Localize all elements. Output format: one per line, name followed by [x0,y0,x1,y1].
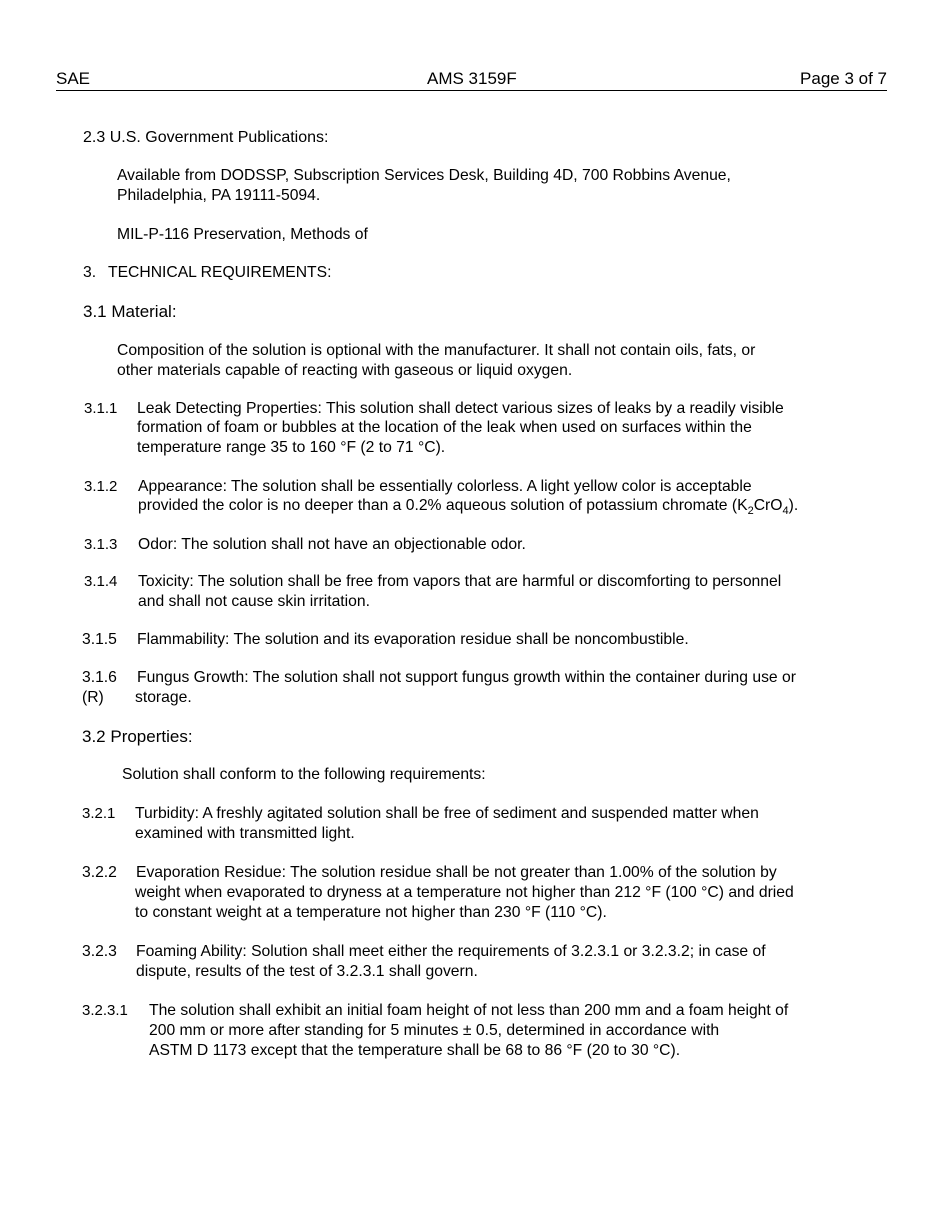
section-2-3-heading: 2.3 U.S. Government Publications: [83,129,329,146]
section-3-2-2-line-1: Evaporation Residue: The solution residue shall be not greater than 1.00% of the solution by [136,864,777,881]
section-3-2-2-number: 3.2.2 [82,864,117,881]
section-2-3-spec-entry: MIL-P-116 Preservation, Methods of [117,226,368,243]
section-3-1-line-1: Composition of the solution is optional with the manufacturer. It shall not contain oils, fats, or [117,342,756,359]
section-3-1-2-line-2 [138,496,798,516]
section-2-3-address-line-1: Available from DODSSP, Subscription Services Desk, Building 4D, 700 Robbins Avenue, [117,167,731,184]
section-3-2-3-1-line-3: ASTM D 1173 except that the temperature shall be 68 to 86 °F (20 to 30 °C). [149,1042,681,1059]
section-3-1-6-line-2: storage. [135,689,192,706]
section-3-1-2-line-2-text: provided the color is no deeper than a 0.2% aqueous solution of potassium chromate (K [138,497,748,514]
page-header [56,68,887,91]
section-3-2-3-number: 3.2.3 [82,943,117,960]
section-3-title: TECHNICAL REQUIREMENTS: [108,264,332,281]
revision-marker: (R) [82,689,104,706]
section-2-3-address-line-2: Philadelphia, PA 19111-5094. [117,187,321,204]
section-3-1-heading: 3.1 Material: [83,302,177,321]
section-3-1-3-text: Odor: The solution shall not have an objectionable odor. [138,536,526,553]
section-3-2-3-line-2: dispute, results of the test of 3.2.3.1 shall govern. [136,963,478,980]
header-doc-number: AMS 3159F [427,69,517,88]
section-3-1-2-number: 3.1.2 [84,478,118,495]
subscript-4: 4 [782,505,789,517]
header-org: SAE [56,69,91,88]
section-3-1-4-number: 3.1.4 [84,573,118,590]
section-3-1-5-number: 3.1.5 [82,631,117,648]
section-3-1-6-number: 3.1.6 [82,669,117,686]
section-3-1-6-line-1: Fungus Growth: The solution shall not support fungus growth within the container during use or [137,669,796,686]
section-3-2-2-line-2: weight when evaporated to dryness at a temperature not higher than 212 °F (100 °C) and dried [135,884,794,901]
section-3-1-3-number: 3.1.3 [84,536,118,553]
section-3-2-1-line-2: examined with transmitted light. [135,825,355,842]
section-3-1-4-line-1: Toxicity: The solution shall be free from vapors that are harmful or discomforting to personnel [138,573,782,590]
section-3-2-1-number: 3.2.1 [82,805,116,822]
section-3-1-1-line-1: Leak Detecting Properties: This solution shall detect various sizes of leaks by a readily visible [137,400,784,417]
section-3-1-5-text: Flammability: The solution and its evaporation residue shall be noncombustible. [137,631,689,648]
subscript-2: 2 [747,505,754,517]
section-3-1-1-line-3: temperature range 35 to 160 °F (2 to 71 °C). [137,439,446,456]
section-3-2-2-line-3: to constant weight at a temperature not higher than 230 °F (110 °C). [135,904,607,921]
section-3-number: 3. [83,264,97,281]
section-3-1-1-number: 3.1.1 [84,400,118,417]
section-3-2-3-1-line-2: 200 mm or more after standing for 5 minutes ± 0.5, determined in accordance with [149,1022,720,1039]
section-3-1-2-line-2-end: ). [788,497,799,514]
header-page-number: Page 3 of 7 [800,69,887,88]
section-3-1-line-2: other materials capable of reacting with gaseous or liquid oxygen. [117,362,573,379]
section-3-1-2-line-1: Appearance: The solution shall be essentially colorless. A light yellow color is acceptable [138,478,752,495]
chemical-formula-mid: CrO [753,497,783,514]
section-3-2-3-1-line-1: The solution shall exhibit an initial foam height of not less than 200 mm and a foam height of [149,1002,789,1019]
section-3-1-1-line-2: formation of foam or bubbles at the location of the leak when used on surfaces within the [137,419,752,436]
section-3-2-3-1-number: 3.2.3.1 [82,1002,128,1019]
section-3-2-3-line-1: Foaming Ability: Solution shall meet either the requirements of 3.2.3.1 or 3.2.3.2; in case of [136,943,766,960]
section-3-1-4-line-2: and shall not cause skin irritation. [138,593,370,610]
section-3-2-heading: 3.2 Properties: [82,727,193,746]
section-3-2-1-line-1: Turbidity: A freshly agitated solution shall be free of sediment and suspended matter when [135,805,759,822]
section-3-2-intro: Solution shall conform to the following requirements: [122,766,486,783]
